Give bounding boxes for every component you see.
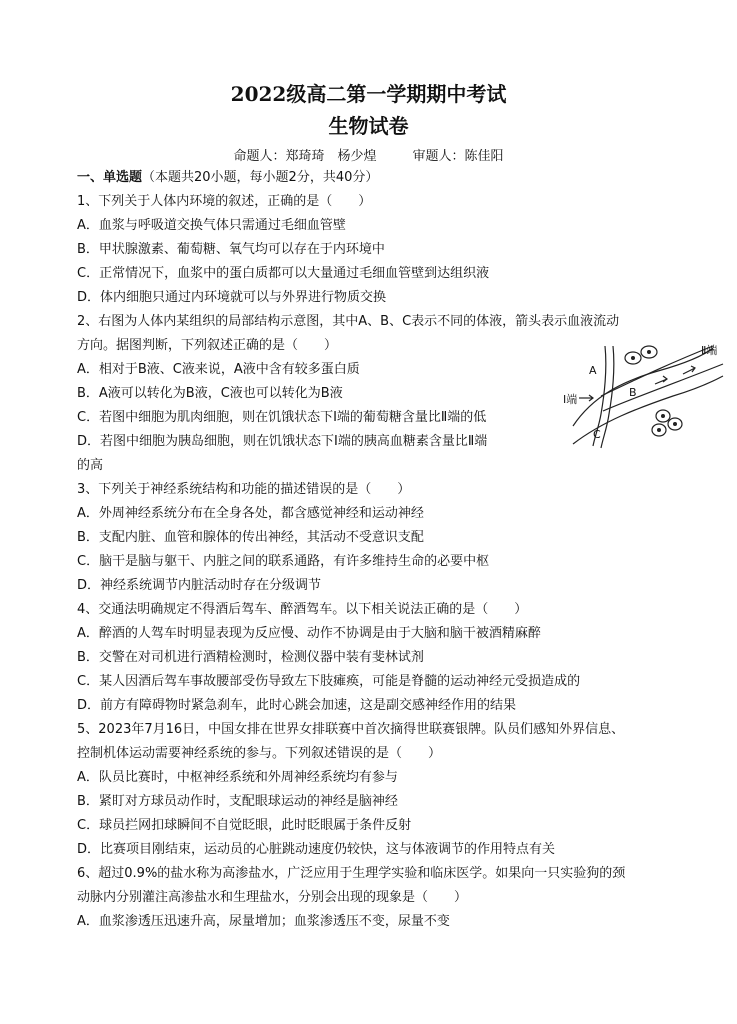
question-line: D．若图中细胞为胰岛细胞，则在饥饿状态下Ⅰ端的胰高血糖素含量比Ⅱ端 xyxy=(77,434,488,449)
question-line: D．神经系统调节内脏活动时存在分级调节 xyxy=(77,578,322,593)
question-line: 4、交通法明确规定不得酒后驾车、醉酒驾车。以下相关说法正确的是（ ） xyxy=(77,602,528,617)
diagram-label-a: A xyxy=(589,364,597,377)
question-line: B．甲状腺激素、葡萄糖、氧气均可以存在于内环境中 xyxy=(77,242,385,257)
question-line: A．血浆与呼吸道交换气体只需通过毛细血管壁 xyxy=(77,218,346,233)
question-line: 6、超过0.9%的盐水称为高渗盐水，广泛应用于生理学实验和临床医学。如果向一只实验狗的颈 xyxy=(77,866,626,881)
question-line: C．若图中细胞为肌肉细胞，则在饥饿状态下Ⅰ端的葡萄糖含量比Ⅱ端的低 xyxy=(77,410,487,425)
authors-line xyxy=(0,145,737,164)
question-line: B．支配内脏、血管和腺体的传出神经，其活动不受意识支配 xyxy=(77,530,424,545)
diagram-label-end2: Ⅱ端 xyxy=(701,344,718,357)
section-heading: 一、单选题 xyxy=(77,170,143,185)
reviewer-label: 审题人：陈佳阳 xyxy=(412,149,504,164)
question-line: D．体内细胞只通过内环境就可以与外界进行物质交换 xyxy=(77,290,387,305)
question-line: B．A液可以转化为B液，C液也可以转化为B液 xyxy=(77,386,343,401)
question-line: 动脉内分别灌注高渗盐水和生理盐水，分别会出现的现象是（ ） xyxy=(77,890,468,905)
question-line: A．醉酒的人驾车时明显表现为反应慢、动作不协调是由于大脑和脑干被酒精麻醉 xyxy=(77,626,541,641)
tissue-structure-diagram xyxy=(563,336,735,454)
question-line: D．比赛项目刚结束，运动员的心脏跳动速度仍较快，这与体液调节的作用特点有关 xyxy=(77,842,556,857)
question-line: C．球员拦网扣球瞬间不自觉眨眼，此时眨眼属于条件反射 xyxy=(77,818,412,833)
question-line: 控制机体运动需要神经系统的参与。下列叙述错误的是（ ） xyxy=(77,746,442,761)
question-line: A．队员比赛时，中枢神经系统和外周神经系统均有参与 xyxy=(77,770,398,785)
question-line: C．正常情况下，血浆中的蛋白质都可以大量通过毛细血管壁到达组织液 xyxy=(77,266,490,281)
question-line: B．紧盯对方球员动作时，支配眼球运动的神经是脑神经 xyxy=(77,794,398,809)
diagram-label-end1: Ⅰ端 xyxy=(563,393,578,406)
question-line: 1、下列关于人体内环境的叙述，正确的是（ ） xyxy=(77,194,372,209)
question-line: A．外周神经系统分布在全身各处，都含感觉神经和运动神经 xyxy=(77,506,424,521)
diagram-label-c: C xyxy=(593,428,601,441)
question-line: 方向。据图判断，下列叙述正确的是（ ） xyxy=(77,338,338,353)
question-line: A．相对于B液、C液来说，A液中含有较多蛋白质 xyxy=(77,362,360,377)
question-line: 的高 xyxy=(77,458,104,473)
question-line: A．血浆渗透压迅速升高，尿量增加；血浆渗透压不变，尿量不变 xyxy=(77,914,450,929)
exam-title: 2022级高二第一学期期中考试 xyxy=(230,82,507,106)
diagram-label-b: B xyxy=(629,386,637,399)
section-heading-line xyxy=(77,170,378,186)
question-line: 5、2023年7月16日，中国女排在世界女排联赛中首次摘得世联赛银牌。队员们感知外界信息、 xyxy=(77,722,625,737)
question-line: D．前方有障碍物时紧急刹车，此时心跳会加速，这是副交感神经作用的结果 xyxy=(77,698,517,713)
question-line: 2、右图为人体内某组织的局部结构示意图，其中A、B、C表示不同的体液，箭头表示血液流动 xyxy=(77,314,620,329)
question-line: B．交警在对司机进行酒精检测时，检测仪器中装有斐林试剂 xyxy=(77,650,424,665)
question-line: C．脑干是脑与躯干、内脏之间的联系通路，有许多维持生命的必要中枢 xyxy=(77,554,490,569)
question-line: C．某人因酒后驾车事故腰部受伤导致左下肢瘫痪，可能是脊髓的运动神经元受损造成的 xyxy=(77,674,581,689)
setter-label: 命题人：郑琦琦 杨少煌 xyxy=(233,149,377,164)
section-note: （本题共20小题，每小题2分，共40分） xyxy=(142,170,379,185)
question-line: 3、下列关于神经系统结构和功能的描述错误的是（ ） xyxy=(77,482,411,497)
exam-subtitle: 生物试卷 xyxy=(328,114,409,138)
